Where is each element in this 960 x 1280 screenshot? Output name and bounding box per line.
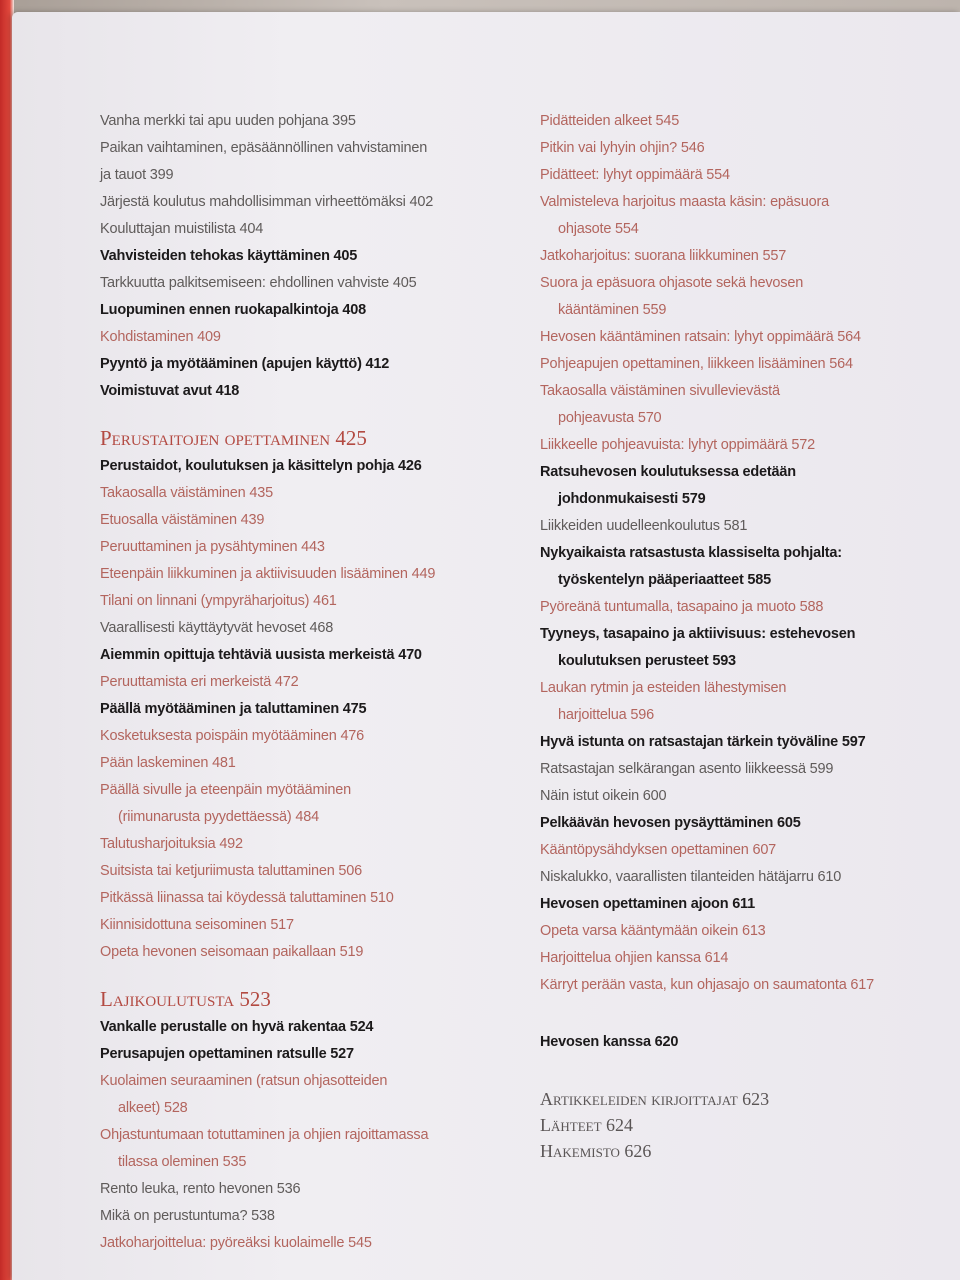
backmatter-entry: Lähteet 624: [540, 1115, 634, 1135]
book-page: [12, 12, 960, 1280]
toc-entry: Rento leuka, rento hevonen 536: [100, 1181, 301, 1197]
toc-entry: Perusapujen opettaminen ratsulle 527: [100, 1046, 354, 1062]
toc-entry: Hyvä istunta on ratsastajan tärkein työväline 597: [540, 734, 866, 750]
toc-entry: Järjestä koulutus mahdollisimman virheettömäksi 402: [100, 194, 434, 210]
toc-block-right-2: [540, 1029, 960, 1056]
toc-entry: Kosketuksesta poispäin myötääminen 476: [100, 728, 365, 744]
toc-entry: Kääntöpysähdyksen opettaminen 607: [540, 842, 777, 858]
toc-entry: Ratsastajan selkärangan asento liikkeessä 599: [540, 761, 834, 777]
toc-entry: Liikkeelle pohjeavuista: lyhyt oppimäärä 572: [540, 437, 815, 453]
toc-column-right: [540, 108, 960, 1164]
toc-entry: Kuolaimen seuraaminen (ratsun ohjasotteiden: [100, 1073, 388, 1089]
toc-entry: Vahvisteiden tehokas käyttäminen 405: [100, 248, 358, 264]
toc-entry: Suitsista tai ketjuriimusta taluttaminen 506: [100, 863, 362, 879]
toc-entry: Ratsuhevosen koulutuksessa edetään: [540, 464, 796, 480]
toc-entry: Opeta hevonen seisomaan paikallaan 519: [100, 944, 364, 960]
toc-entry: Pohjeapujen opettaminen, liikkeen lisääminen 564: [540, 356, 853, 372]
toc-entry-continuation: johdonmukaisesti 579: [558, 491, 706, 507]
toc-entry-continuation: harjoittelua 596: [558, 707, 654, 723]
toc-entry: Aiemmin opittuja tehtäviä uusista merkeistä 470: [100, 647, 422, 663]
toc-entry: Takaosalla väistäminen 435: [100, 485, 273, 501]
toc-entry-continuation: koulutuksen perusteet 593: [558, 653, 736, 669]
toc-entry: Niskalukko, vaarallisten tilanteiden hätäjarru 610: [540, 869, 842, 885]
toc-entry: Tilani on linnani (ympyräharjoitus) 461: [100, 593, 337, 609]
toc-entry-continuation: pohjeavusta 570: [558, 410, 662, 426]
toc-entry: Kohdistaminen 409: [100, 329, 221, 345]
toc-entry: Jatkoharjoitus: suorana liikkuminen 557: [540, 248, 787, 264]
toc-entry: Päällä myötääminen ja taluttaminen 475: [100, 701, 367, 717]
toc-entry-continuation: kääntäminen 559: [558, 302, 667, 318]
toc-entry: Kiinnisidottuna seisominen 517: [100, 917, 294, 933]
toc-entry: Suora ja epäsuora ohjasote sekä hevosen: [540, 275, 804, 291]
toc-entry: Takaosalla väistäminen sivullevievästä: [540, 383, 780, 399]
toc-entry: ja tauot 399: [100, 167, 174, 183]
toc-entry: Vankalle perustalle on hyvä rakentaa 524: [100, 1019, 374, 1035]
toc-entry: Pelkäävän hevosen pysäyttäminen 605: [540, 815, 801, 831]
section-heading-lajikoulutusta: Lajikoulutusta 523: [100, 987, 271, 1011]
toc-block-left-3: [100, 1014, 520, 1257]
toc-entry: Laukan rytmin ja esteiden lähestymisen: [540, 680, 787, 696]
toc-entry: Peruuttamista eri merkeistä 472: [100, 674, 299, 690]
toc-entry: Liikkeiden uudelleenkoulutus 581: [540, 518, 748, 534]
toc-entry: Opeta varsa kääntymään oikein 613: [540, 923, 766, 939]
toc-entry: Harjoittelua ohjien kanssa 614: [540, 950, 729, 966]
toc-entry: Päällä sivulle ja eteenpäin myötääminen: [100, 782, 351, 798]
toc-entry: Perustaidot, koulutuksen ja käsittelyn pohja 426: [100, 458, 422, 474]
toc-entry-continuation: tilassa oleminen 535: [118, 1154, 247, 1170]
toc-entry: Vaarallisesti käyttäytyvät hevoset 468: [100, 620, 334, 636]
toc-entry: Jatkoharjoittelua: pyöreäksi kuolaimelle 545: [100, 1235, 372, 1251]
toc-entry: Peruuttaminen ja pysähtyminen 443: [100, 539, 325, 555]
toc-entry: Nykyaikaista ratsastusta klassiselta pohjalta:: [540, 545, 842, 561]
toc-entry: Luopuminen ennen ruokapalkintoja 408: [100, 302, 366, 318]
toc-block-left-2: [100, 453, 520, 966]
toc-column-left: [100, 108, 520, 1257]
toc-entry: Hevosen opettaminen ajoon 611: [540, 896, 755, 912]
toc-entry: Kärryt perään vasta, kun ohjasajo on saumatonta 617: [540, 977, 874, 993]
toc-entry: Vanha merkki tai apu uuden pohjana 395: [100, 113, 356, 129]
toc-entry: Tyyneys, tasapaino ja aktiivisuus: estehevosen: [540, 626, 856, 642]
toc-backmatter: [540, 1086, 960, 1164]
toc-entry: Eteenpäin liikkuminen ja aktiivisuuden lisääminen 449: [100, 566, 436, 582]
toc-entry: Kouluttajan muistilista 404: [100, 221, 264, 237]
toc-entry: Hevosen kääntäminen ratsain: lyhyt oppimäärä 564: [540, 329, 861, 345]
toc-entry: Pään laskeminen 481: [100, 755, 236, 771]
toc-entry: Pyöreänä tuntumalla, tasapaino ja muoto 588: [540, 599, 824, 615]
toc-entry-continuation: työskentelyn pääperiaatteet 585: [558, 572, 772, 588]
toc-entry: Pidätteet: lyhyt oppimäärä 554: [540, 167, 730, 183]
toc-entry: Pyyntö ja myötääminen (apujen käyttö) 412: [100, 356, 390, 372]
toc-entry: Paikan vaihtaminen, epäsäännöllinen vahvistaminen: [100, 140, 428, 156]
toc-entry-continuation: alkeet) 528: [118, 1100, 188, 1116]
backmatter-entry: Hakemisto 626: [540, 1141, 652, 1161]
toc-entry: Tarkkuutta palkitsemiseen: ehdollinen vahviste 405: [100, 275, 417, 291]
toc-block-right-1: [540, 108, 960, 999]
toc-entry: Pitkin vai lyhyin ohjin? 546: [540, 140, 705, 156]
toc-entry: Näin istut oikein 600: [540, 788, 667, 804]
backmatter-entry: Artikkeleiden kirjoittajat 623: [540, 1089, 770, 1109]
toc-entry: Valmisteleva harjoitus maasta käsin: epäsuora: [540, 194, 829, 210]
toc-entry-continuation: ohjasote 554: [558, 221, 639, 237]
toc-entry: Voimistuvat avut 418: [100, 383, 240, 399]
toc-block-left-1: [100, 108, 520, 405]
toc-entry: Pidätteiden alkeet 545: [540, 113, 680, 129]
toc-entry: Ohjastuntumaan totuttaminen ja ohjien rajoittamassa: [100, 1127, 429, 1143]
toc-entry: Hevosen kanssa 620: [540, 1034, 679, 1050]
toc-entry-continuation: (riimunarusta pyydettäessä) 484: [118, 809, 319, 825]
toc-entry: Talutusharjoituksia 492: [100, 836, 243, 852]
toc-entry: Mikä on perustuntuma? 538: [100, 1208, 275, 1224]
toc-entry: Etuosalla väistäminen 439: [100, 512, 265, 528]
toc-entry: Pitkässä liinassa tai köydessä taluttaminen 510: [100, 890, 394, 906]
section-heading-perustaitojen: Perustaitojen opettaminen 425: [100, 426, 367, 450]
